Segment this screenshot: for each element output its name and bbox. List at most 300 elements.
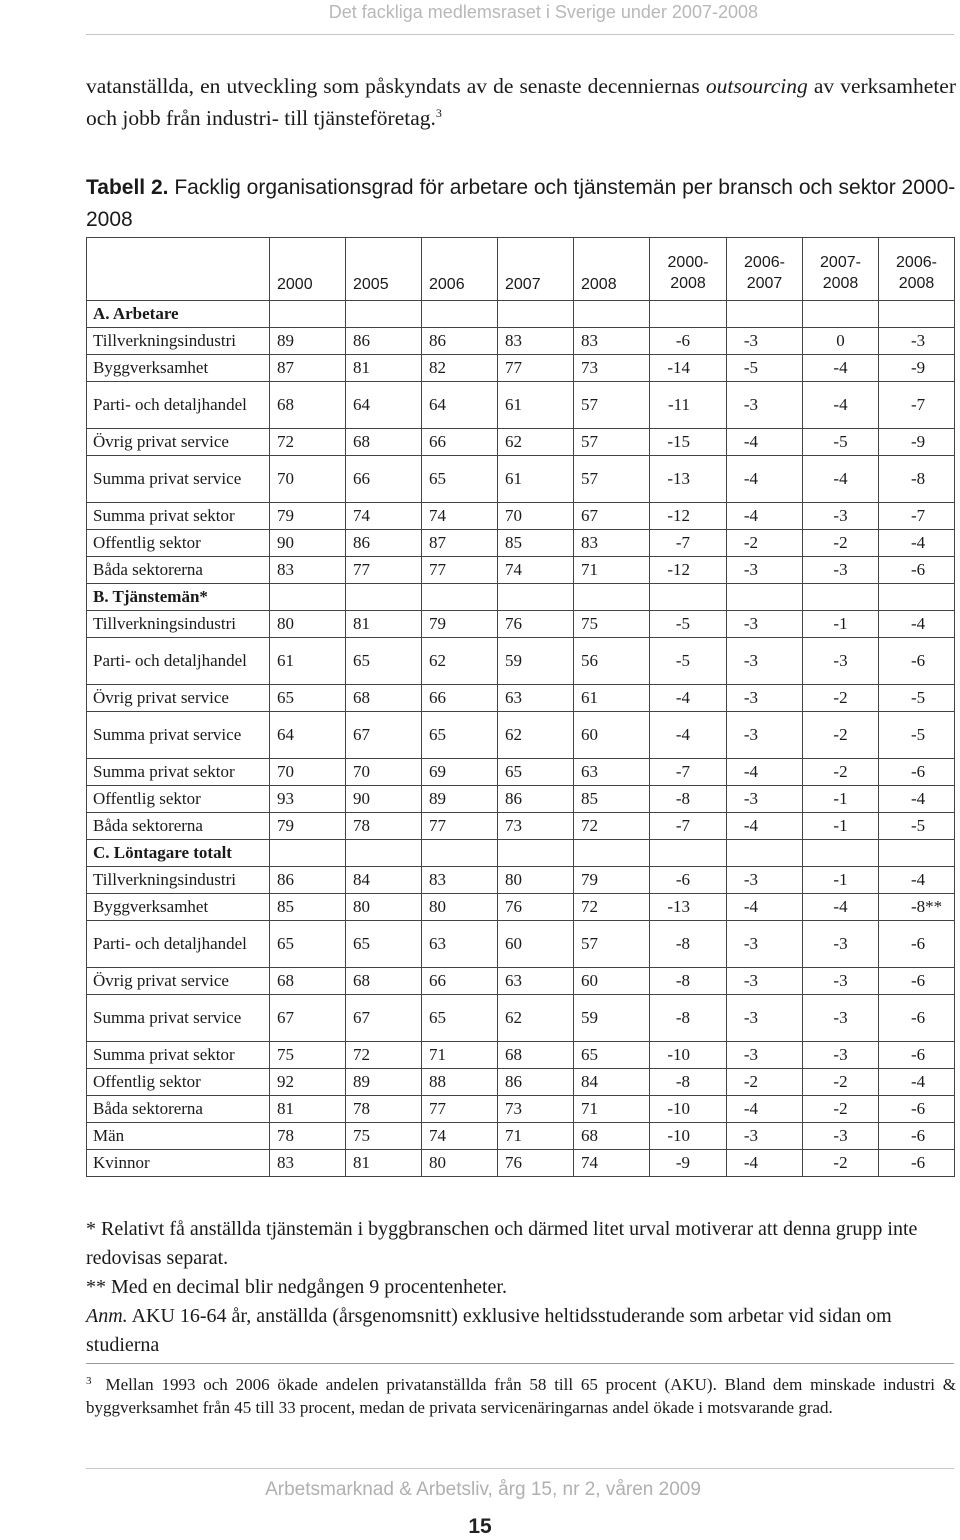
footnote-text: Mellan 1993 och 2006 ökade andelen privatanställda från 58 till 65 procent (AKU). Bland dem minskade industri & byggverksamhet från 45 till 33 procent, medan de privata servicenäringarnas andel ökade i motsvarande grad. <box>86 1375 956 1417</box>
row-label: Offentlig sektor <box>87 786 270 813</box>
empty-cell <box>346 301 422 328</box>
table-row <box>87 638 955 685</box>
table-cell: 71 <box>574 1096 650 1123</box>
table-cell: -6 <box>879 1042 955 1069</box>
row-label: Offentlig sektor <box>87 530 270 557</box>
table-cell: -4 <box>727 813 803 840</box>
table-cell: 71 <box>498 1123 574 1150</box>
running-head: Det fackliga medlemsraset i Sverige under 2007-2008 <box>328 2 758 22</box>
table-cell: 56 <box>574 638 650 685</box>
table-cell: -2 <box>803 759 879 786</box>
table-cell: -3 <box>727 328 803 355</box>
footnote-number: 3 <box>86 1375 92 1387</box>
note-double-star: ** Med en decimal blir nedgången 9 procentenheter. <box>86 1276 507 1298</box>
table-cell: -3 <box>727 786 803 813</box>
table-cell: 87 <box>270 355 346 382</box>
column-header: 2005 <box>346 238 422 301</box>
table-cell: 0 <box>803 328 879 355</box>
table-cell: 73 <box>574 355 650 382</box>
intro-text-end: av verksamheter och jobb från industri- till tjänsteföretag. <box>86 74 956 130</box>
table-cell: -3 <box>803 968 879 995</box>
table-cell: 61 <box>498 456 574 503</box>
table-cell: 85 <box>574 786 650 813</box>
table-cell: -10 <box>650 1042 727 1069</box>
table-row <box>87 557 955 584</box>
table-cell: -6 <box>879 638 955 685</box>
table-cell: 76 <box>498 894 574 921</box>
table-row <box>87 1123 955 1150</box>
table-cell: 77 <box>422 557 498 584</box>
table-cell: 67 <box>574 503 650 530</box>
table-cell: 65 <box>422 712 498 759</box>
table-cell: 80 <box>498 867 574 894</box>
table-cell: 69 <box>422 759 498 786</box>
table-cell: 85 <box>498 530 574 557</box>
table-cell: 62 <box>498 995 574 1042</box>
table-cell: -2 <box>803 530 879 557</box>
table-cell: 86 <box>498 1069 574 1096</box>
table-cell: -3 <box>803 557 879 584</box>
table-cell: 64 <box>270 712 346 759</box>
row-label: Offentlig sektor <box>87 1069 270 1096</box>
table-cell: 78 <box>346 813 422 840</box>
column-header: 2007- 2008 <box>803 238 879 301</box>
table-cell: -5 <box>650 611 727 638</box>
table-cell: -14 <box>650 355 727 382</box>
table-cell: 81 <box>346 1150 422 1177</box>
table-cell: 93 <box>270 786 346 813</box>
table-cell: -1 <box>803 786 879 813</box>
table-cell: 82 <box>422 355 498 382</box>
table-cell: 70 <box>270 759 346 786</box>
row-label: Summa privat sektor <box>87 503 270 530</box>
table-row <box>87 1096 955 1123</box>
table-cell: 57 <box>574 382 650 429</box>
table-cell: 65 <box>498 759 574 786</box>
table-cell: 84 <box>574 1069 650 1096</box>
table-cell: -8 <box>650 786 727 813</box>
table-cell: 59 <box>498 638 574 685</box>
table-cell: -3 <box>727 867 803 894</box>
section-title: B. Tjänstemän* <box>87 584 270 611</box>
table-cell: 67 <box>346 712 422 759</box>
table-cell: -3 <box>803 1042 879 1069</box>
table-cell: 73 <box>498 1096 574 1123</box>
table-cell: 74 <box>422 1123 498 1150</box>
table-cell: -4 <box>727 759 803 786</box>
table-cell: 65 <box>270 921 346 968</box>
table-row <box>87 429 955 456</box>
table-cell: 65 <box>574 1042 650 1069</box>
intro-italic-term: outsourcing <box>705 74 808 98</box>
table-cell: -1 <box>803 867 879 894</box>
table-cell: 83 <box>574 530 650 557</box>
table-cell: 83 <box>422 867 498 894</box>
table-caption <box>86 172 958 236</box>
table-cell: -6 <box>879 1123 955 1150</box>
empty-cell <box>574 301 650 328</box>
table-cell: 70 <box>346 759 422 786</box>
table-cell: 88 <box>422 1069 498 1096</box>
empty-cell <box>422 584 498 611</box>
column-header: 2000 <box>270 238 346 301</box>
empty-cell <box>879 301 955 328</box>
table-row <box>87 813 955 840</box>
row-label: Parti- och detaljhandel <box>87 382 270 429</box>
table-row <box>87 1042 955 1069</box>
table-cell: -3 <box>727 638 803 685</box>
table-cell: 77 <box>422 813 498 840</box>
table-cell: -3 <box>803 1123 879 1150</box>
table-cell: 72 <box>574 894 650 921</box>
footnote-ref: 3 <box>435 106 442 120</box>
row-label: Båda sektorerna <box>87 813 270 840</box>
table-cell: 83 <box>574 328 650 355</box>
table-cell: 68 <box>346 968 422 995</box>
table-cell: -13 <box>650 894 727 921</box>
table-cell: 66 <box>422 685 498 712</box>
table-cell: -4 <box>803 894 879 921</box>
table-cell: -3 <box>727 557 803 584</box>
data-table <box>86 237 955 1177</box>
row-label: Summa privat service <box>87 712 270 759</box>
table-cell: -5 <box>879 813 955 840</box>
table-cell: -7 <box>650 530 727 557</box>
table-cell: -6 <box>879 1096 955 1123</box>
table-cell: -4 <box>650 712 727 759</box>
empty-cell <box>727 301 803 328</box>
table-cell: -3 <box>727 968 803 995</box>
table-body <box>87 301 955 1177</box>
table-cell: -9 <box>879 355 955 382</box>
row-label: Summa privat sektor <box>87 1042 270 1069</box>
row-label: Övrig privat service <box>87 968 270 995</box>
table-cell: 71 <box>422 1042 498 1069</box>
table-cell: -6 <box>650 328 727 355</box>
empty-cell <box>727 840 803 867</box>
note-anm <box>86 1302 956 1360</box>
table-cell: 61 <box>574 685 650 712</box>
table-cell: 67 <box>270 995 346 1042</box>
intro-text: vatanställda, en utveckling som påskyndats av de senaste decenniernas <box>86 74 706 98</box>
table-cell: 90 <box>270 530 346 557</box>
table-notes <box>86 1215 956 1360</box>
table-cell: 80 <box>422 894 498 921</box>
row-label: Summa privat service <box>87 995 270 1042</box>
table-cell: 89 <box>270 328 346 355</box>
table-cell: -11 <box>650 382 727 429</box>
table-cell: 86 <box>498 786 574 813</box>
empty-cell <box>574 584 650 611</box>
table-cell: -6 <box>879 921 955 968</box>
table-cell: -2 <box>803 1150 879 1177</box>
table-cell: 68 <box>498 1042 574 1069</box>
empty-cell <box>422 840 498 867</box>
table-cell: -3 <box>879 328 955 355</box>
table-cell: 80 <box>270 611 346 638</box>
table-cell: -3 <box>727 382 803 429</box>
row-label: Kvinnor <box>87 1150 270 1177</box>
table-cell: -5 <box>727 355 803 382</box>
table-cell: 65 <box>346 638 422 685</box>
row-label: Summa privat service <box>87 456 270 503</box>
table-cell: 61 <box>498 382 574 429</box>
table-cell: 62 <box>498 712 574 759</box>
table-cell: 76 <box>498 611 574 638</box>
row-label: Tillverkningsindustri <box>87 328 270 355</box>
table-cell: -3 <box>803 638 879 685</box>
empty-cell <box>650 584 727 611</box>
table-cell: -9 <box>650 1150 727 1177</box>
table-cell: 86 <box>346 530 422 557</box>
table-cell: 89 <box>422 786 498 813</box>
empty-cell <box>650 840 727 867</box>
note-anm-label: Anm. <box>86 1305 128 1327</box>
table-cell: 89 <box>346 1069 422 1096</box>
column-header: 2000- 2008 <box>650 238 727 301</box>
table-cell: 65 <box>346 921 422 968</box>
table-cell: 68 <box>346 685 422 712</box>
table-cell: 72 <box>346 1042 422 1069</box>
table-cell: 78 <box>346 1096 422 1123</box>
table-cell: -8 <box>650 921 727 968</box>
table-cell: 60 <box>574 712 650 759</box>
table-cell: 64 <box>422 382 498 429</box>
table-row <box>87 712 955 759</box>
table-cell: -3 <box>727 1123 803 1150</box>
empty-cell <box>498 301 574 328</box>
table-row <box>87 995 955 1042</box>
table-cell: 79 <box>574 867 650 894</box>
table-cell: -5 <box>650 638 727 685</box>
row-label: Män <box>87 1123 270 1150</box>
table-cell: -6 <box>879 995 955 1042</box>
table-cell: 63 <box>574 759 650 786</box>
section-title: C. Löntagare totalt <box>87 840 270 867</box>
table-cell: 74 <box>422 503 498 530</box>
empty-cell <box>422 301 498 328</box>
table-cell: 77 <box>422 1096 498 1123</box>
table-caption-text: Facklig organisationsgrad för arbetare och tjänstemän per bransch och sektor 2000-2008 <box>86 176 956 231</box>
table-cell: -3 <box>727 712 803 759</box>
table-cell: 57 <box>574 921 650 968</box>
table-cell: 74 <box>574 1150 650 1177</box>
table-cell: 70 <box>270 456 346 503</box>
table-cell: 92 <box>270 1069 346 1096</box>
table-cell: -7 <box>879 503 955 530</box>
table-cell: 90 <box>346 786 422 813</box>
table-cell: 66 <box>422 968 498 995</box>
table-row <box>87 382 955 429</box>
table-caption-label: Tabell 2. <box>86 176 169 199</box>
row-label: Övrig privat service <box>87 685 270 712</box>
empty-cell <box>727 584 803 611</box>
table-cell: 75 <box>574 611 650 638</box>
table-cell: 80 <box>422 1150 498 1177</box>
table-cell: -12 <box>650 503 727 530</box>
table-cell: -13 <box>650 456 727 503</box>
empty-cell <box>879 840 955 867</box>
table-row <box>87 503 955 530</box>
table-cell: -3 <box>727 611 803 638</box>
table-cell: -4 <box>727 1096 803 1123</box>
table-cell: -4 <box>803 355 879 382</box>
table-row <box>87 867 955 894</box>
table-cell: -4 <box>879 1069 955 1096</box>
table-cell: 57 <box>574 456 650 503</box>
table-cell: 68 <box>270 968 346 995</box>
row-label: Byggverksamhet <box>87 355 270 382</box>
header-divider <box>86 34 954 35</box>
table-cell: 65 <box>422 995 498 1042</box>
table-cell: 87 <box>422 530 498 557</box>
table-cell: -15 <box>650 429 727 456</box>
table-cell: 76 <box>498 1150 574 1177</box>
table-cell: -2 <box>803 685 879 712</box>
row-label: Övrig privat service <box>87 429 270 456</box>
table-row <box>87 968 955 995</box>
column-header: 2008 <box>574 238 650 301</box>
table-cell: -6 <box>879 759 955 786</box>
note-anm-text: AKU 16-64 år, anställda (årsgenomsnitt) exklusive heltidsstuderande som arbetar vid sidan om studierna <box>86 1305 892 1356</box>
table-cell: 79 <box>270 813 346 840</box>
table-row <box>87 355 955 382</box>
table-cell: 66 <box>346 456 422 503</box>
table-cell: 83 <box>270 1150 346 1177</box>
table-cell: -3 <box>803 995 879 1042</box>
table-cell: 83 <box>270 557 346 584</box>
table-cell: -4 <box>879 786 955 813</box>
table-cell: -7 <box>650 813 727 840</box>
table-cell: 73 <box>498 813 574 840</box>
empty-cell <box>270 840 346 867</box>
table-cell: 81 <box>270 1096 346 1123</box>
empty-cell <box>574 840 650 867</box>
table-cell: 78 <box>270 1123 346 1150</box>
empty-cell <box>270 584 346 611</box>
table-cell: -5 <box>803 429 879 456</box>
table-cell: -8 <box>650 968 727 995</box>
table-cell: -6 <box>879 968 955 995</box>
row-label: Båda sektorerna <box>87 557 270 584</box>
table-cell: -2 <box>803 712 879 759</box>
empty-cell <box>803 301 879 328</box>
table-cell: -3 <box>803 921 879 968</box>
table-cell: -12 <box>650 557 727 584</box>
table-cell: 71 <box>574 557 650 584</box>
table-cell: -6 <box>650 867 727 894</box>
table-cell: 63 <box>498 968 574 995</box>
table-cell: -10 <box>650 1096 727 1123</box>
table-cell: -3 <box>727 685 803 712</box>
table-cell: -4 <box>879 611 955 638</box>
empty-cell <box>498 840 574 867</box>
table-row <box>87 1069 955 1096</box>
table-cell: 61 <box>270 638 346 685</box>
journal-footer: Arbetsmarknad & Arbetsliv, årg 15, nr 2, våren 2009 <box>265 1479 701 1500</box>
table-row <box>87 530 955 557</box>
table-row <box>87 685 955 712</box>
table-row <box>87 1150 955 1177</box>
table-cell: 65 <box>270 685 346 712</box>
table-cell: -4 <box>727 894 803 921</box>
footnote-divider <box>86 1363 954 1364</box>
table-cell: 81 <box>346 355 422 382</box>
table-cell: 86 <box>346 328 422 355</box>
table-cell: -2 <box>803 1069 879 1096</box>
table-cell: 62 <box>422 638 498 685</box>
table-cell: -4 <box>650 685 727 712</box>
table-cell: -4 <box>727 1150 803 1177</box>
table-cell: -3 <box>727 995 803 1042</box>
table-cell: 68 <box>574 1123 650 1150</box>
table-cell: -4 <box>727 456 803 503</box>
page-number: 15 <box>468 1515 492 1538</box>
table-cell: 72 <box>270 429 346 456</box>
table-cell: 83 <box>498 328 574 355</box>
table-cell: -2 <box>803 1096 879 1123</box>
section-row <box>87 840 955 867</box>
table-cell: 64 <box>346 382 422 429</box>
table-cell: 77 <box>498 355 574 382</box>
table-cell: 67 <box>346 995 422 1042</box>
table-cell: -4 <box>803 382 879 429</box>
table-cell: 80 <box>346 894 422 921</box>
column-header: 2006- 2007 <box>727 238 803 301</box>
table-cell: -1 <box>803 813 879 840</box>
section-title: A. Arbetare <box>87 301 270 328</box>
table-cell: -2 <box>727 1069 803 1096</box>
footnote <box>86 1373 956 1419</box>
row-label: Summa privat sektor <box>87 759 270 786</box>
table-cell: -4 <box>727 503 803 530</box>
table-cell: 68 <box>346 429 422 456</box>
table-cell: 60 <box>498 921 574 968</box>
table-cell: 72 <box>574 813 650 840</box>
row-label: Byggverksamhet <box>87 894 270 921</box>
table-cell: -4 <box>803 456 879 503</box>
table-cell: -4 <box>879 867 955 894</box>
empty-cell <box>270 301 346 328</box>
table-cell: 66 <box>422 429 498 456</box>
table-cell: 77 <box>346 557 422 584</box>
table-cell: -7 <box>650 759 727 786</box>
table-cell: -9 <box>879 429 955 456</box>
table-cell: -6 <box>879 557 955 584</box>
table-cell: 74 <box>498 557 574 584</box>
table-cell: -3 <box>803 503 879 530</box>
table-cell: 62 <box>498 429 574 456</box>
table-cell: 79 <box>422 611 498 638</box>
empty-cell <box>498 584 574 611</box>
row-label: Parti- och detaljhandel <box>87 921 270 968</box>
intro-paragraph <box>86 70 956 134</box>
table-row <box>87 328 955 355</box>
table-cell: -3 <box>727 921 803 968</box>
table-cell: -8 <box>879 456 955 503</box>
empty-cell <box>879 584 955 611</box>
section-row <box>87 584 955 611</box>
section-row <box>87 301 955 328</box>
note-star: * Relativt få anställda tjänstemän i byggbranschen och därmed litet urval motiverar att denna grupp inte redovisas separat. <box>86 1218 918 1269</box>
table-cell: -10 <box>650 1123 727 1150</box>
empty-cell <box>650 301 727 328</box>
table-cell: 70 <box>498 503 574 530</box>
table-cell: 86 <box>422 328 498 355</box>
empty-cell <box>803 584 879 611</box>
table-cell: -5 <box>879 685 955 712</box>
table-row <box>87 759 955 786</box>
